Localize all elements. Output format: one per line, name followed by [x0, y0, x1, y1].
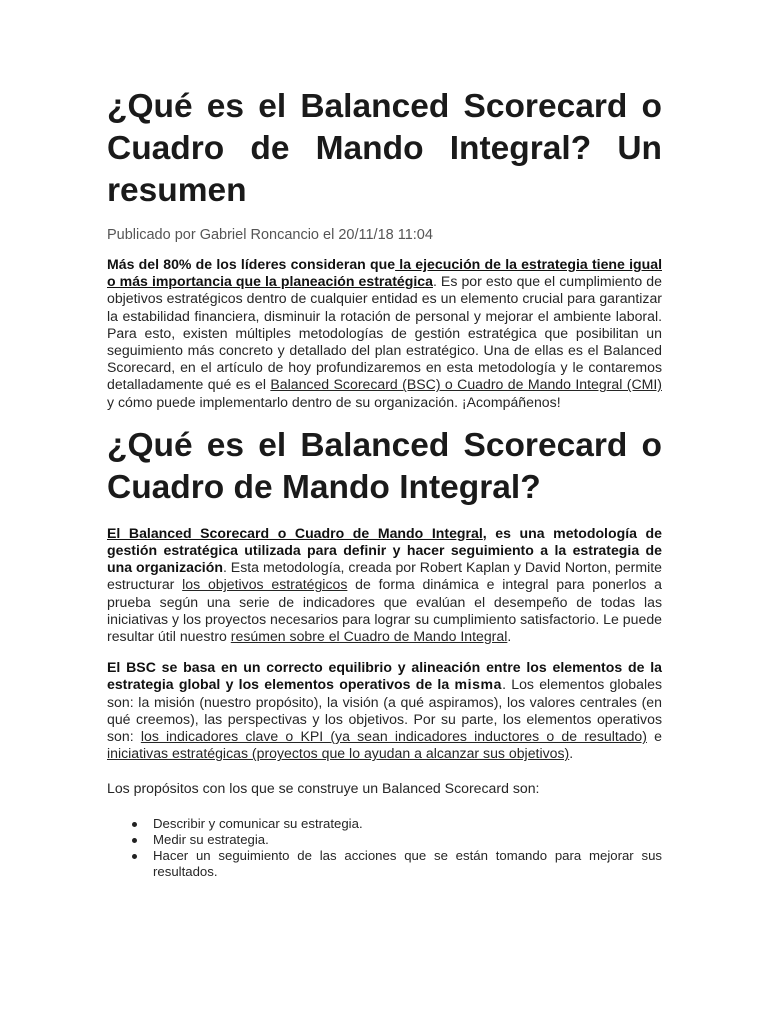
definition-paragraph — [107, 525, 662, 645]
post-meta: Publicado por Gabriel Roncancio el 20/11/18 11:04 — [107, 227, 433, 243]
bsc-elements-paragraph — [107, 659, 662, 762]
intro-bold-lead: Más del 80% de los líderes consideran que — [107, 256, 396, 272]
definition-text-2: de forma dinámica e integral para ponerlos a prueba según una serie de indicadores que evalúan el desempeño de todas las iniciativas y los proyectos necesarios para lograr su cumplimiento satisfactorio. Le puede resultar útil nuestro — [107, 576, 662, 645]
section-heading: ¿Qué es el Balanced Scorecard o Cuadro de Mando Integral? — [107, 426, 662, 506]
link-bsc-cmi[interactable]: Balanced Scorecard (BSC) o Cuadro de Mando Integral (CMI) — [270, 376, 662, 393]
elements-text-1: . Los elementos globales son: la misión (nuestro propósito), la visión (a qué aspiramos), los valores centrales (en qué creemos), las perspectivas y los objetivos. Por su parte, los elementos operativos son: — [107, 676, 662, 745]
link-iniciativas-estrategicas[interactable]: iniciativas estratégicas (proyectos que lo ayudan a alcanzar sus objetivos) — [107, 745, 570, 762]
list-item: Hacer un seguimiento de las acciones que se están tomando para mejorar sus resultados. — [153, 847, 662, 879]
purposes-list — [107, 816, 662, 880]
elements-text-3: . — [569, 745, 574, 762]
link-indicadores-kpi[interactable]: los indicadores clave o KPI (ya sean indicadores inductores o de resultado) — [140, 728, 647, 745]
elements-bold-1: El BSC se basa en un correcto equilibrio y alineación entre los elementos de la estrategia global y los elementos operativos de la — [107, 659, 662, 693]
page-title: ¿Qué es el Balanced Scorecard o Cuadro de Mando Integral? Un resumen — [107, 88, 662, 209]
link-bsc-definition[interactable]: El Balanced Scorecard o Cuadro de Mando Integral — [107, 524, 483, 541]
link-ejecucion-estrategia[interactable]: la ejecución de la estrategia tiene igual o más importancia que la planeación estratégica — [107, 256, 662, 290]
definition-text-1: . Esta metodología, creada por Robert Kaplan y David Norton, permite estructurar — [107, 559, 662, 593]
intro-text-1: . Es por esto que el cumplimiento de objetivos estratégicos dentro de cualquier entidad es un elemento crucial para garantizar la estabilidad financiera, disminuir la rotación de personal y mejorar el ambiente laboral. Para esto, existen múltiples metodologías de gestión estratégica que posibilitan un seguimiento más concreto y detallado del plan estratégico. Una de ellas es el Balanced Scorecard, en el artículo de hoy profundizaremos en esta metodología y le contaremos detalladamente qué es el — [107, 273, 662, 393]
list-item: Describir y comunicar su estrategia. — [153, 816, 662, 832]
link-resumen-cmi[interactable]: resúmen sobre el Cuadro de Mando Integral — [230, 628, 508, 645]
intro-text-2: y cómo puede implementarlo dentro de su organización. ¡Acompáñenos! — [107, 393, 561, 410]
definition-bold: , es una metodología de gestión estratégica utilizada para definir y hacer seguimiento a la estrategia de una organización — [107, 524, 662, 576]
elements-text-2: e — [646, 728, 663, 745]
list-item: Medir su estrategia. — [153, 832, 662, 848]
link-objetivos-estrategicos[interactable]: los objetivos estratégicos — [182, 576, 348, 593]
intro-paragraph — [107, 256, 662, 411]
elements-bold-2: misma — [454, 676, 503, 693]
purposes-intro: Los propósitos con los que se construye un Balanced Scorecard son: — [107, 780, 540, 797]
definition-text-3: . — [507, 628, 512, 645]
